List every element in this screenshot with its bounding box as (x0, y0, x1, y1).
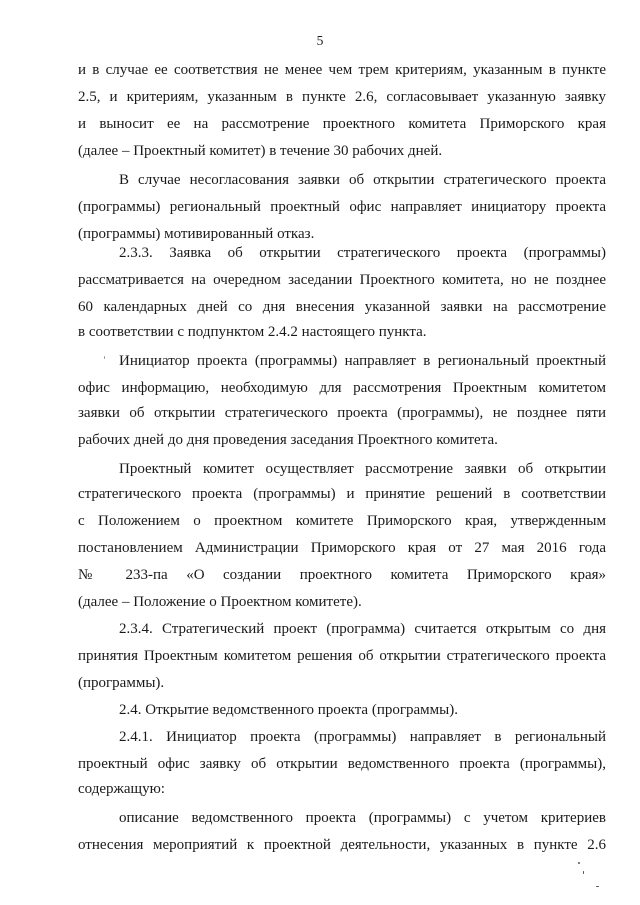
text-line: (далее – Положение о Проектном комитете). (78, 594, 362, 610)
text-line: заявки об открытии стратегического проекта (программы), не позднее пяти (78, 405, 606, 421)
section-heading: 2.4. Открытие ведомственного проекта (программы). (119, 702, 458, 718)
text-line: (программы) мотивированный отказ. (78, 226, 315, 242)
text-line: и в случае ее соответствия не менее чем трем критериям, указанным в пункте (78, 62, 606, 78)
scan-speck (104, 356, 105, 359)
text-line: (далее – Проектный комитет) в течение 30 рабочих дней. (78, 143, 443, 159)
text-line: (программы) региональный проектный офис направляет инициатору проекта (78, 199, 606, 215)
text-line: проектный офис заявку об открытии ведомственного проекта (программы), (78, 756, 606, 772)
text-line: в соответствии с подпунктом 2.4.2 настоящего пункта. (78, 324, 427, 340)
text-line: с Положением о проектном комитете Приморского края, утвержденным (78, 513, 606, 529)
text-line: 60 календарных дней со дня внесения указанной заявки на рассмотрение (78, 299, 606, 315)
text-line: 2.5, и критериям, указанным в пункте 2.6, согласовывает указанную заявку (78, 89, 606, 105)
scan-speck (578, 862, 580, 864)
text-line: Проектный комитет осуществляет рассмотрение заявки об открытии (119, 461, 606, 477)
scan-speck (596, 886, 599, 887)
text-line: рассматривается на очередном заседании Проектного комитета, но не позднее (78, 272, 606, 288)
text-line: рабочих дней до дня проведения заседания Проектного комитета. (78, 432, 498, 448)
text-line: В случае несогласования заявки об открытии стратегического проекта (119, 172, 606, 188)
text-line: № 233-па «О создании проектного комитета Приморского края» (78, 567, 606, 583)
text-line: 2.3.3. Заявка об открытии стратегического проекта (программы) (119, 245, 606, 261)
text-line: принятия Проектным комитетом решения об открытии стратегического проекта (78, 648, 606, 664)
text-line: и выносит ее на рассмотрение проектного комитета Приморского края (78, 116, 606, 132)
text-line: офис информацию, необходимую для рассмотрения Проектным комитетом (78, 380, 606, 396)
text-line: (программы). (78, 675, 165, 691)
text-line: стратегического проекта (программы) и принятие решений в соответствии (78, 486, 606, 502)
text-line: отнесения мероприятий к проектной деятельности, указанных в пункте 2.6 (78, 837, 606, 853)
scan-speck (583, 871, 584, 874)
text-line: описание ведомственного проекта (программы) с учетом критериев (119, 810, 606, 826)
text-line: постановлением Администрации Приморского края от 27 мая 2016 года (78, 540, 606, 556)
text-line: 2.4.1. Инициатор проекта (программы) направляет в региональный (119, 729, 606, 745)
text-line: 2.3.4. Стратегический проект (программа) считается открытым со дня (119, 621, 606, 637)
page-number: 5 (316, 33, 324, 48)
text-line: содержащую: (78, 781, 165, 797)
text-line: Инициатор проекта (программы) направляет в региональный проектный (119, 353, 606, 369)
